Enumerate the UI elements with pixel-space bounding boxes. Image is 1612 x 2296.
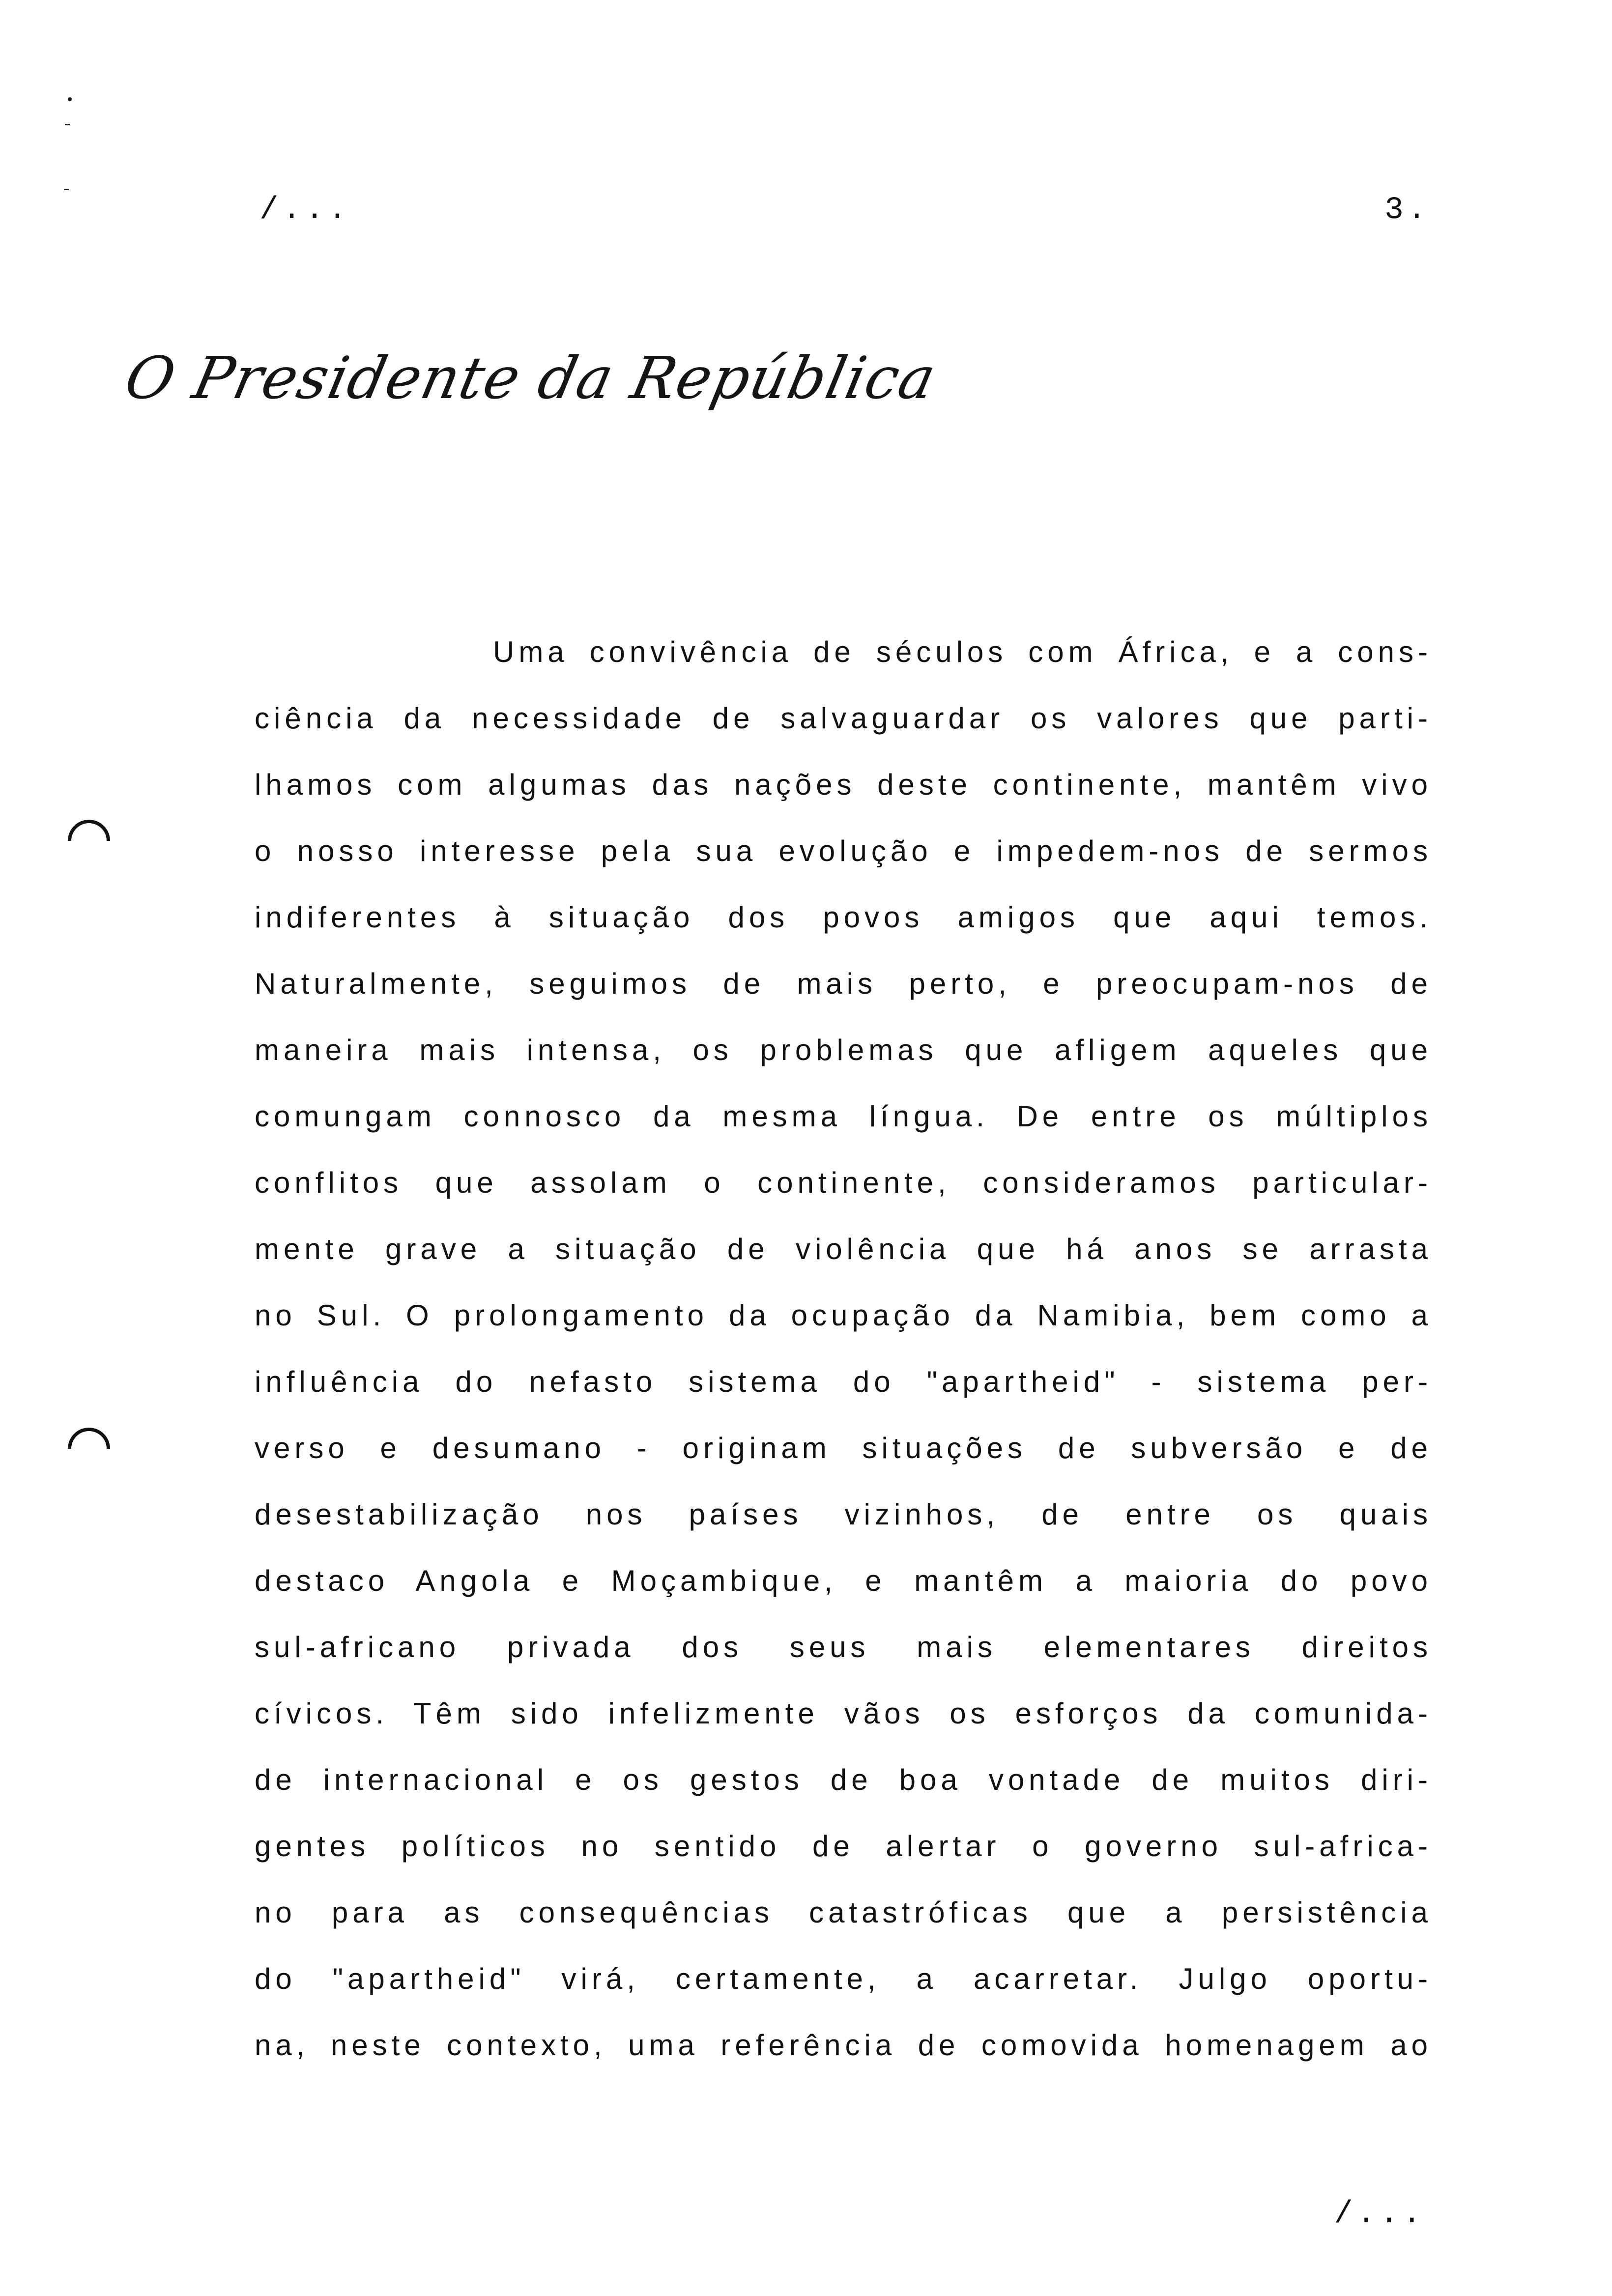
- text-line: cívicos. Têm sido infelizmente vãos os esforços da comunida-: [255, 1697, 1432, 1730]
- margin-mark: [68, 97, 72, 101]
- text-line: lhamos com algumas das nações deste continente, mantêm vivo: [255, 768, 1432, 801]
- text-line: desestabilização nos países vizinhos, de entre os quais: [255, 1498, 1432, 1531]
- text-line: na, neste contexto, uma referência de comovida homenagem ao: [255, 2029, 1432, 2062]
- text-line: Uma convivência de séculos com África, e a cons-: [493, 635, 1432, 668]
- text-line: Naturalmente, seguimos de mais perto, e preocupam-nos de: [255, 967, 1432, 1000]
- continuation-mark-bottom: /...: [1334, 2197, 1425, 2232]
- body-paragraph: [255, 634, 1432, 2094]
- letterhead: O Presidente da República: [119, 344, 943, 412]
- text-line: influência do nefasto sistema do "apartheid" - sistema per-: [255, 1365, 1432, 1398]
- text-line: do "apartheid" virá, certamente, a acarretar. Julgo oportu-: [255, 1962, 1432, 1995]
- text-line: no para as consequências catastróficas que a persistência: [255, 1896, 1432, 1929]
- text-line: conflitos que assolam o continente, consideramos particular-: [255, 1166, 1432, 1199]
- text-line: gentes políticos no sentido de alertar o governo sul-africa-: [255, 1830, 1432, 1863]
- page-number: 3.: [1384, 193, 1430, 228]
- text-line: mente grave a situação de violência que há anos se arrasta: [255, 1233, 1432, 1265]
- text-line: ciência da necessidade de salvaguardar os valores que parti-: [255, 702, 1432, 735]
- text-line: o nosso interesse pela sua evolução e impedem-nos de sermos: [255, 834, 1432, 867]
- margin-mark: [65, 124, 70, 125]
- text-line: destaco Angola e Moçambique, e mantêm a maioria do povo: [255, 1564, 1432, 1597]
- text-line: verso e desumano - originam situações de subversão e de: [255, 1432, 1432, 1464]
- text-line: indiferentes à situação dos povos amigos que aqui temos.: [255, 901, 1432, 934]
- text-line: maneira mais intensa, os problemas que afligem aqueles que: [255, 1033, 1432, 1066]
- punch-hole-mark: [59, 1419, 119, 1479]
- text-line: de internacional e os gestos de boa vontade de muitos diri-: [255, 1763, 1432, 1796]
- text-line: no Sul. O prolongamento da ocupação da Namibia, bem como a: [255, 1299, 1432, 1332]
- text-line: sul-africano privada dos seus mais elementares direitos: [255, 1631, 1432, 1664]
- margin-mark: [64, 189, 69, 190]
- text-line: comungam connosco da mesma língua. De entre os múltiplos: [255, 1100, 1432, 1133]
- continuation-mark-top: /...: [259, 193, 351, 228]
- punch-hole-mark: [59, 811, 119, 871]
